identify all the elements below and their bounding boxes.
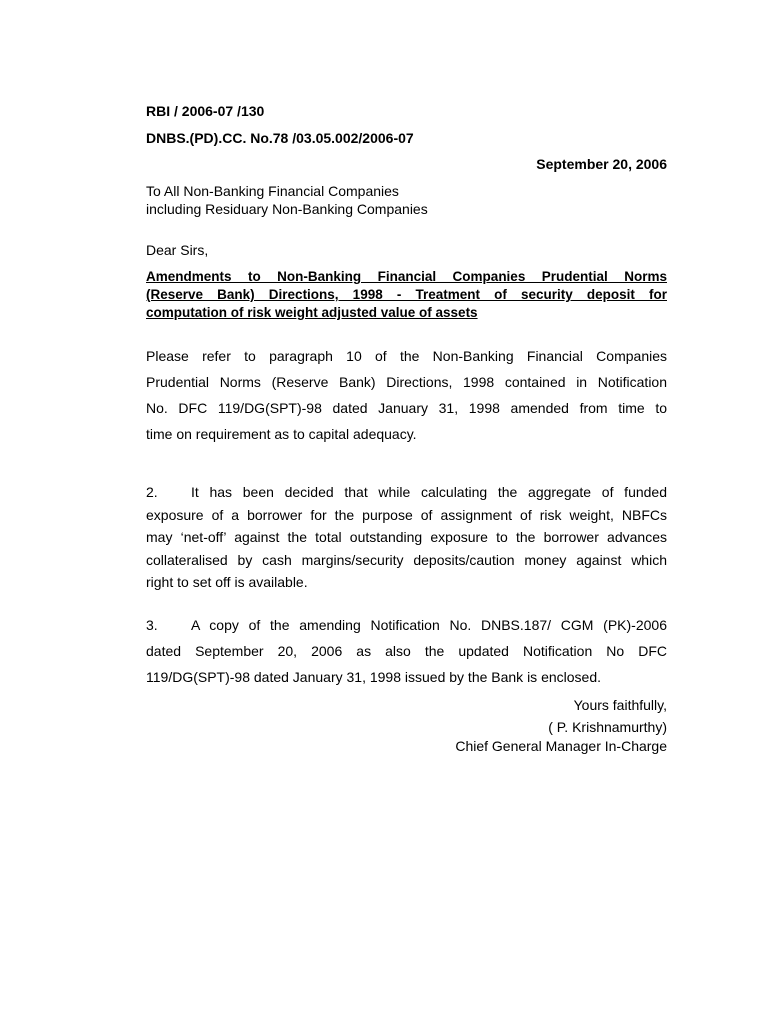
reference-dnbs: DNBS.(PD).CC. No.78 /03.05.002/2006-07: [146, 130, 414, 146]
paragraph-3: 3. A copy of the amending Notification No. DNBS.187/ CGM (PK)-2006 dated September 20, 2006 as also the updated Notification No DFC 119/DG(SPT)-98 dated January 31, 1998 issued by the Bank is enclosed.: [146, 612, 667, 690]
subject-line: Amendments to Non-Banking Financial Companies Prudential Norms: [146, 269, 667, 284]
addressee-block: [146, 182, 667, 218]
subject-line: computation of risk weight adjusted value of assets: [146, 305, 478, 320]
subject-heading: [146, 268, 667, 322]
paragraph-1: Please refer to paragraph 10 of the Non-Banking Financial Companies Prudential Norms (Reserve Bank) Directions, 1998 contained in Notification No. DFC 119/DG(SPT)-98 dated January 31, 1998 amended from time to time on requirement as to capital adequacy.: [146, 348, 667, 442]
addressee-line: including Residuary Non-Banking Companies: [146, 201, 428, 217]
addressee-line: To All Non-Banking Financial Companies: [146, 183, 399, 199]
paragraph-2: 2. It has been decided that while calculating the aggregate of funded exposure of a borrower for the purpose of assignment of risk weight, NBFCs may ‘net-off’ against the total outstanding exposure to the borrower advances collateralised by cash margins/security deposits/caution money against which right to set off is available.: [146, 481, 667, 594]
signatory-name: ( P. Krishnamurthy): [548, 719, 667, 735]
closing-block: [146, 694, 667, 754]
paragraph-number: 2.: [146, 484, 158, 500]
paragraph-number: 3.: [146, 617, 158, 633]
reference-rbi: RBI / 2006-07 /130: [146, 103, 265, 119]
valediction: Yours faithfully,: [573, 697, 667, 713]
signatory-designation: Chief General Manager In-Charge: [455, 738, 667, 754]
subject-line: (Reserve Bank) Directions, 1998 - Treatment of security deposit for: [146, 287, 667, 302]
letter-date: September 20, 2006: [536, 156, 667, 172]
salutation: Dear Sirs,: [146, 242, 209, 258]
